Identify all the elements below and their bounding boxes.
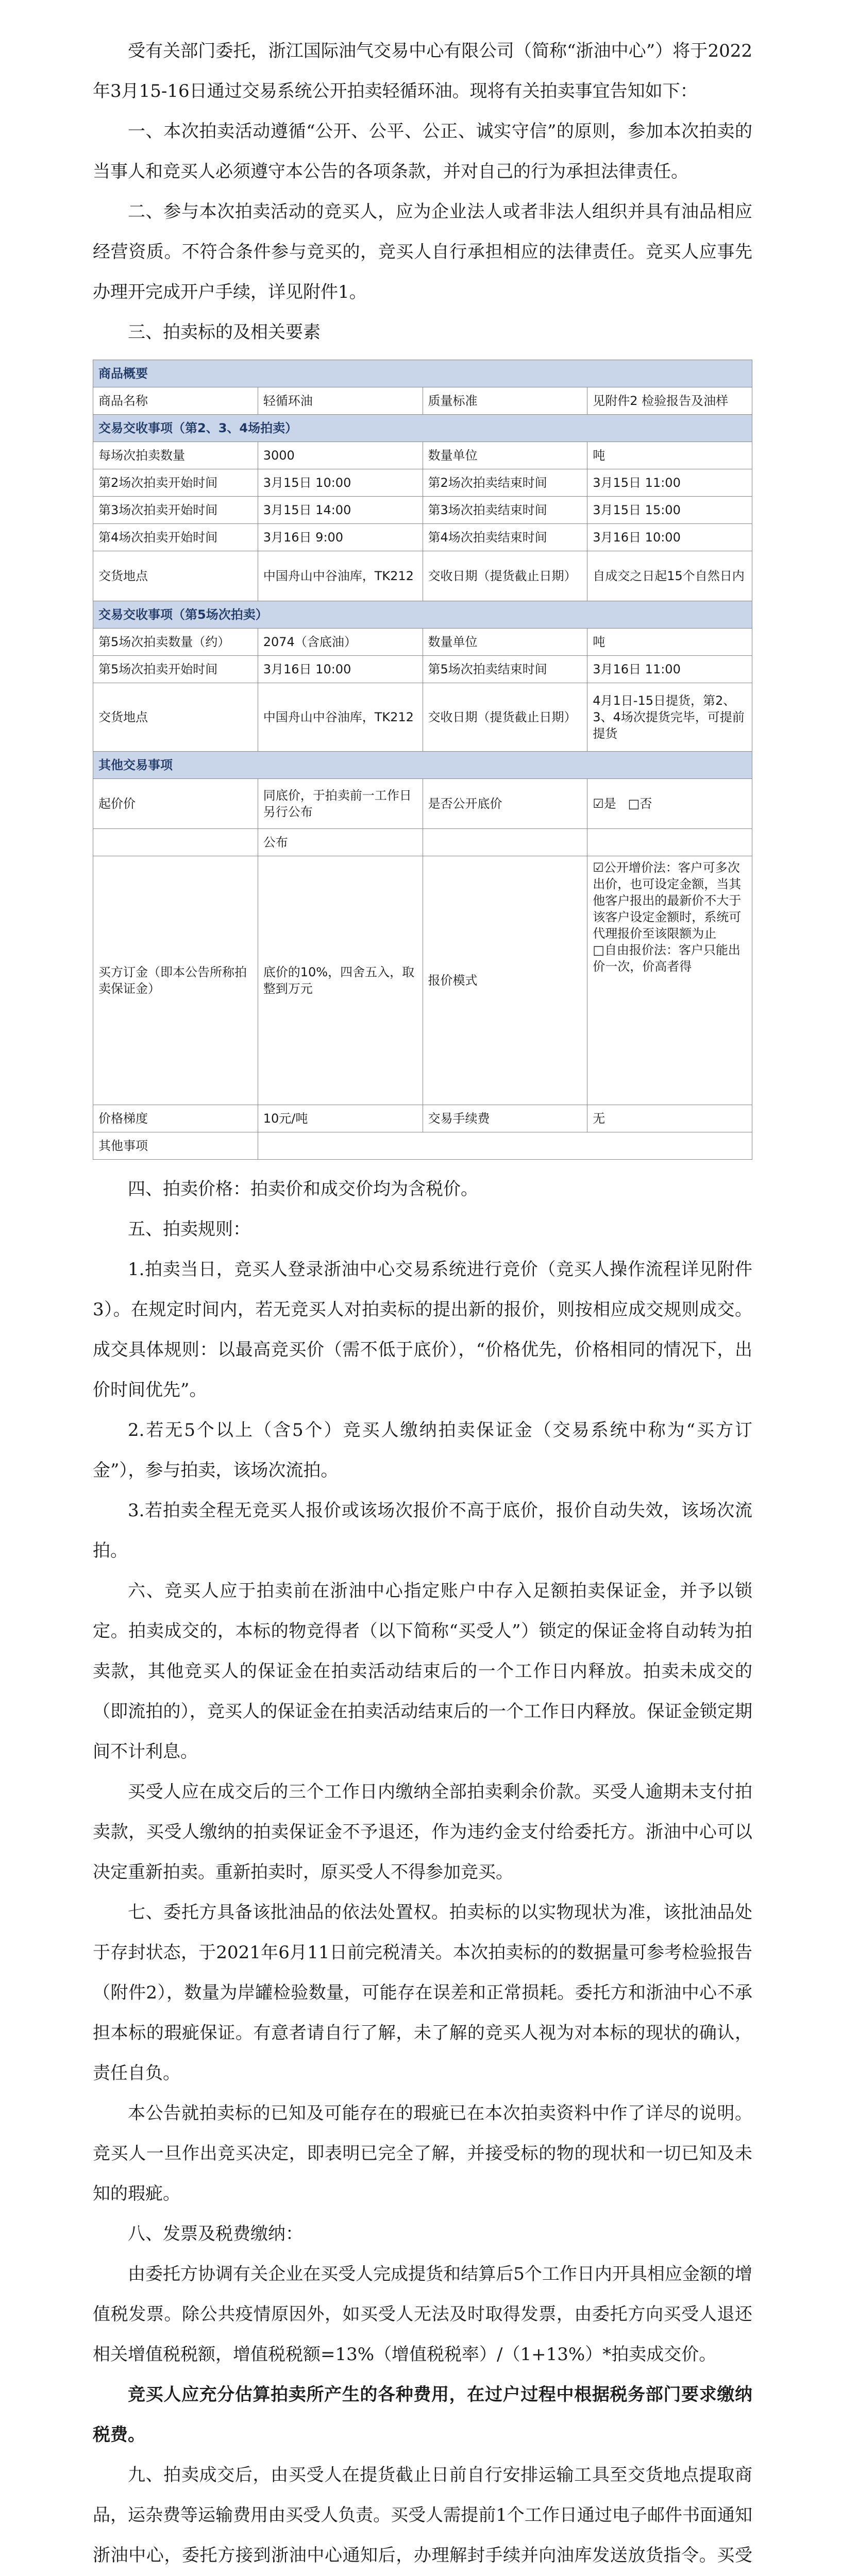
table-section-header: 交易交收事项（第5场次拍卖）	[93, 601, 752, 629]
price-paragraph: 四、拍卖价格：拍卖价和成交价均为含税价。	[128, 1179, 478, 1199]
table-section-header: 交易交收事项（第2、3、4场拍卖）	[93, 415, 752, 442]
table-section-header: 其他交易事项	[93, 752, 752, 779]
table-section-header: 商品概要	[93, 360, 752, 387]
table-row: 第5场次拍卖开始时间 3月16日 10:00 第5场次拍卖结束时间 3月16日 11:00	[93, 656, 752, 683]
table-row: 其他事项	[93, 1132, 752, 1160]
table-row: 起价价 同底价，于拍卖前一工作日另行公布 是否公开底价 ☑是 □否	[93, 779, 752, 829]
table-row: 交货地点 中国舟山中谷油库，TK212 交收日期（提货截止日期） 自成交之日起15个自然日内	[93, 551, 752, 601]
rule-1-paragraph: 1.拍卖当日，竞买人登录浙油中心交易系统进行竞价（竞买人操作流程详见附件3）。在规定时间内，若无竞买人对拍卖标的提出新的报价，则按相应成交规则成交。成交具体规则：以最高竞买价（需不低于底价），“价格优先，价格相同的情况下，出价时间优先”。	[93, 1259, 752, 1400]
rule-principle-paragraph: 一、本次拍卖活动遵循“公开、公平、公正、诚实守信”的原则，参加本次拍卖的当事人和竞买人必须遵守本公告的各项条款，并对自己的行为承担法律责任。	[93, 121, 752, 182]
table-row: 公布	[93, 829, 752, 856]
table-row: 第2场次拍卖开始时间 3月15日 10:00 第2场次拍卖结束时间 3月15日 11:00	[93, 469, 752, 497]
no-checkbox: □	[628, 796, 640, 811]
bidder-qualification-paragraph: 二、参与本次拍卖活动的竞买人，应为企业法人或者非法人组织并具有油品相应经营资质。不符合条件参与竞买的，竞买人自行承担相应的法律责任。竞买人应事先办理开完成开户手续，详见附件1。	[93, 201, 752, 302]
invoice-heading: 八、发票及税费缴纳：	[128, 2224, 303, 2244]
table-row: 第4场次拍卖开始时间 3月16日 9:00 第4场次拍卖结束时间 3月16日 10:00	[93, 524, 752, 551]
mode-free-checkbox: □	[593, 943, 604, 957]
auction-spec-table	[93, 360, 752, 1160]
section-3-heading: 三、拍卖标的及相关要素	[128, 322, 321, 343]
announcement-page	[93, 31, 752, 2576]
payment-paragraph: 买受人应在成交后的三个工作日内缴纳全部拍卖剩余价款。买受人逾期未支付拍卖款，买受人缴纳的拍卖保证金不予退还，作为违约金支付给委托方。浙油中心可以决定重新拍卖。重新拍卖时，原买受人不得参加竞买。	[93, 1782, 752, 1883]
mode-public-checkbox: ☑	[593, 860, 604, 875]
table-row: 商品名称 轻循环油 质量标准 见附件2 检验报告及油样	[93, 387, 752, 415]
table-row: 交货地点 中国舟山中谷油库，TK212 交收日期（提货截止日期） 4月1日-15日提货，第2、3、4场次提货完毕，可提前提货	[93, 683, 752, 752]
rule-3-paragraph: 3.若拍卖全程无竞买人报价或该场次报价不高于底价，报价自动失效，该场次流拍。	[93, 1500, 752, 1561]
auction-mode-options: ☑公开增价法：客户可多次出价，也可设定金额，当其他客户报出的最新价不大于该客户设定金额时，系统可代理报价至该限额为止 □自由报价法：客户只能出价一次，价高者得	[587, 856, 752, 1105]
table-row: 第3场次拍卖开始时间 3月15日 14:00 第3场次拍卖结束时间 3月15日 15:00	[93, 497, 752, 524]
pickup-paragraph: 九、拍卖成交后，由买受人在提货截止日前自行安排运输工具至交货地点提取商品，运杂费等运输费用由买受人负责。买受人需提前1个工作日通过电子邮件书面通知浙油中心，委托方接到浙油中心通知后，办理解封手续并向油库发送放货指令。买受	[93, 2465, 752, 2566]
deposit-paragraph: 六、竞买人应于拍卖前在浙油中心指定账户中存入足额拍卖保证金，并予以锁定。拍卖成交的，本标的物竞得者（以下简称“买受人”）锁定的保证金将自动转为拍卖款，其他竞买人的保证金在拍卖活动结束后的一个工作日内释放。拍卖未成交的（即流拍的），竞买人的保证金在拍卖活动结束后的一个工作日内释放。保证金锁定期间不计利息。	[93, 1581, 752, 1762]
yes-checkbox: ☑	[593, 796, 604, 811]
table-row: 买方订金（即本公告所称拍卖保证金） 底价的10%，四舍五入，取整到万元 报价模式 ☑公开增价法：客户可多次出价，也可设定金额，当其他客户报出的最新价不大于该客户设定金额时，系统可代理报价至该限额为止 □自由报价法：客户只能出价一次，价高者得	[93, 856, 752, 1105]
defect-paragraph: 本公告就拍卖标的已知及可能存在的瑕疵已在本次拍卖资料中作了详尽的说明。竞买人一旦作出竞买决定，即表明已完全了解，并接受标的物的现状和一切已知及未知的瑕疵。	[93, 2103, 752, 2204]
rule-2-paragraph: 2.若无5个以上（含5个）竞买人缴纳拍卖保证金（交易系统中称为“买方订金”），参与拍卖，该场次流拍。	[93, 1420, 752, 1481]
fees-paragraph: 竞买人应充分估算拍卖所产生的各种费用，在过户过程中根据税务部门要求缴纳税费。	[93, 2384, 752, 2445]
disposal-paragraph: 七、委托方具备该批油品的依法处置权。拍卖标的以实物现状为准，该批油品处于存封状态，于2021年6月11日前完税清关。本次拍卖标的的数据量可参考检验报告（附件2），数量为岸罐检验数量，可能存在误差和正常损耗。委托方和浙油中心不承担本标的瑕疵保证。有意者请自行了解，未了解的竞买人视为对本标的现状的确认，责任自负。	[93, 1902, 752, 2083]
invoice-paragraph: 由委托方协调有关企业在买受人完成提货和结算后5个工作日内开具相应金额的增值税发票。除公共疫情原因外，如买受人无法及时取得发票，由委托方向买受人退还相关增值税税额，增值税税额=13%（增值税税率）/（1+13%）*拍卖成交价。	[93, 2264, 752, 2365]
public-reserve-options: ☑是 □否	[587, 779, 752, 829]
intro-paragraph: 受有关部门委托，浙江国际油气交易中心有限公司（简称“浙油中心”）将于2022年3月15-16日通过交易系统公开拍卖轻循环油。现将有关拍卖事宜告知如下：	[93, 41, 752, 101]
table-row: 每场次拍卖数量 3000 数量单位 吨	[93, 442, 752, 469]
table-row: 第5场次拍卖数量（约） 2074（含底油） 数量单位 吨	[93, 629, 752, 656]
table-row: 价格梯度 10元/吨 交易手续费 无	[93, 1105, 752, 1132]
rules-heading: 五、拍卖规则：	[128, 1219, 250, 1240]
